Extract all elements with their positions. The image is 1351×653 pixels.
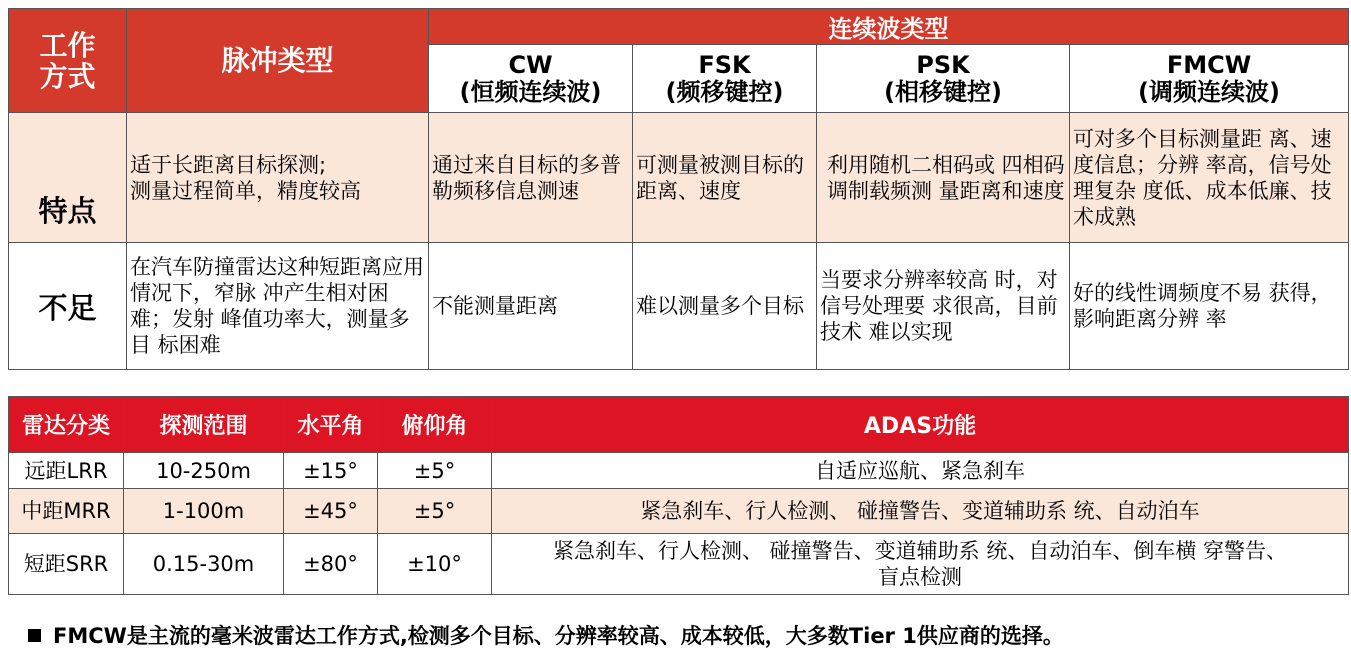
radar-classification-table <box>8 396 1349 595</box>
header-fmcw: FMCW (调频连续波) <box>1070 45 1349 113</box>
cell-adas: 紧急刹车、行人检测、 碰撞警告、变道辅助系 统、自动泊车、倒车横 穿警告、 盲点检测 <box>492 534 1349 595</box>
square-bullet-icon <box>28 629 41 642</box>
cell-adas: 自适应巡航、紧急刹车 <box>492 453 1349 489</box>
cell-psk-limitations: 当要求分辨率较高 时，对信号处理要 求很高，目前技术 难以实现 <box>817 243 1070 370</box>
header-radar-class: 雷达分类 <box>9 397 124 453</box>
cell-h-angle: ±45° <box>284 489 378 534</box>
cell-range: 1-100m <box>124 489 284 534</box>
header-cw: CW (恒频连续波) <box>429 45 633 113</box>
row-label-features: 特点 <box>9 113 127 243</box>
cell-cw-limitations: 不能测量距离 <box>429 243 633 370</box>
cell-pulse-limitations: 在汽车防撞雷达这种短距离应用情况下，窄脉 冲产生相对困难；发射 峰值功率大，测量多目 标困难 <box>127 243 429 370</box>
table-row-srr <box>9 534 1349 595</box>
summary-note <box>28 620 1064 650</box>
header-detect-range: 探测范围 <box>124 397 284 453</box>
radar-type-comparison-table <box>8 8 1349 370</box>
cell-psk-features: 利用随机二相码或 四相码调制载频测 量距离和速度 <box>817 113 1070 243</box>
table-row-features <box>9 113 1349 243</box>
header-horizontal-angle: 水平角 <box>284 397 378 453</box>
header-cw-group: 连续波类型 <box>429 9 1349 45</box>
table-row-mrr <box>9 489 1349 534</box>
header-fsk: FSK (频移键控) <box>633 45 817 113</box>
summary-note-text: FMCW是主流的毫米波雷达工作方式,检测多个目标、分辨率较高、成本较低，大多数Tier 1供应商的选择。 <box>53 624 1064 648</box>
table-row-lrr <box>9 453 1349 489</box>
cell-fmcw-limitations: 好的线性调频度不易 获得，影响距离分辨 率 <box>1070 243 1349 370</box>
cell-range: 10-250m <box>124 453 284 489</box>
cell-h-angle: ±15° <box>284 453 378 489</box>
cell-radar-type: 中距MRR <box>9 489 124 534</box>
cell-fsk-features: 可测量被测目标的距离、速度 <box>633 113 817 243</box>
cell-radar-type: 短距SRR <box>9 534 124 595</box>
header-elevation-angle: 俯仰角 <box>378 397 492 453</box>
cell-pulse-features: 适于长距离目标探测; 测量过程简单，精度较高 <box>127 113 429 243</box>
cell-fsk-limitations: 难以测量多个目标 <box>633 243 817 370</box>
cell-fmcw-features: 可对多个目标测量距 离、速度信息；分辨 率高，信号处理复杂 度低、成本低廉、技术成熟 <box>1070 113 1349 243</box>
cell-cw-features: 通过来自目标的多普勒频移信息测速 <box>429 113 633 243</box>
header-work-mode: 工作 方式 <box>9 9 127 113</box>
cell-v-angle: ±5° <box>378 453 492 489</box>
cell-v-angle: ±5° <box>378 489 492 534</box>
table-row-limitations <box>9 243 1349 370</box>
header-adas-function: ADAS功能 <box>492 397 1349 453</box>
cell-radar-type: 远距LRR <box>9 453 124 489</box>
cell-v-angle: ±10° <box>378 534 492 595</box>
cell-h-angle: ±80° <box>284 534 378 595</box>
row-label-limitations: 不足 <box>9 243 127 370</box>
header-pulse-type: 脉冲类型 <box>127 9 429 113</box>
cell-adas: 紧急刹车、行人检测、 碰撞警告、变道辅助系 统、自动泊车 <box>492 489 1349 534</box>
cell-range: 0.15-30m <box>124 534 284 595</box>
header-psk: PSK (相移键控) <box>817 45 1070 113</box>
